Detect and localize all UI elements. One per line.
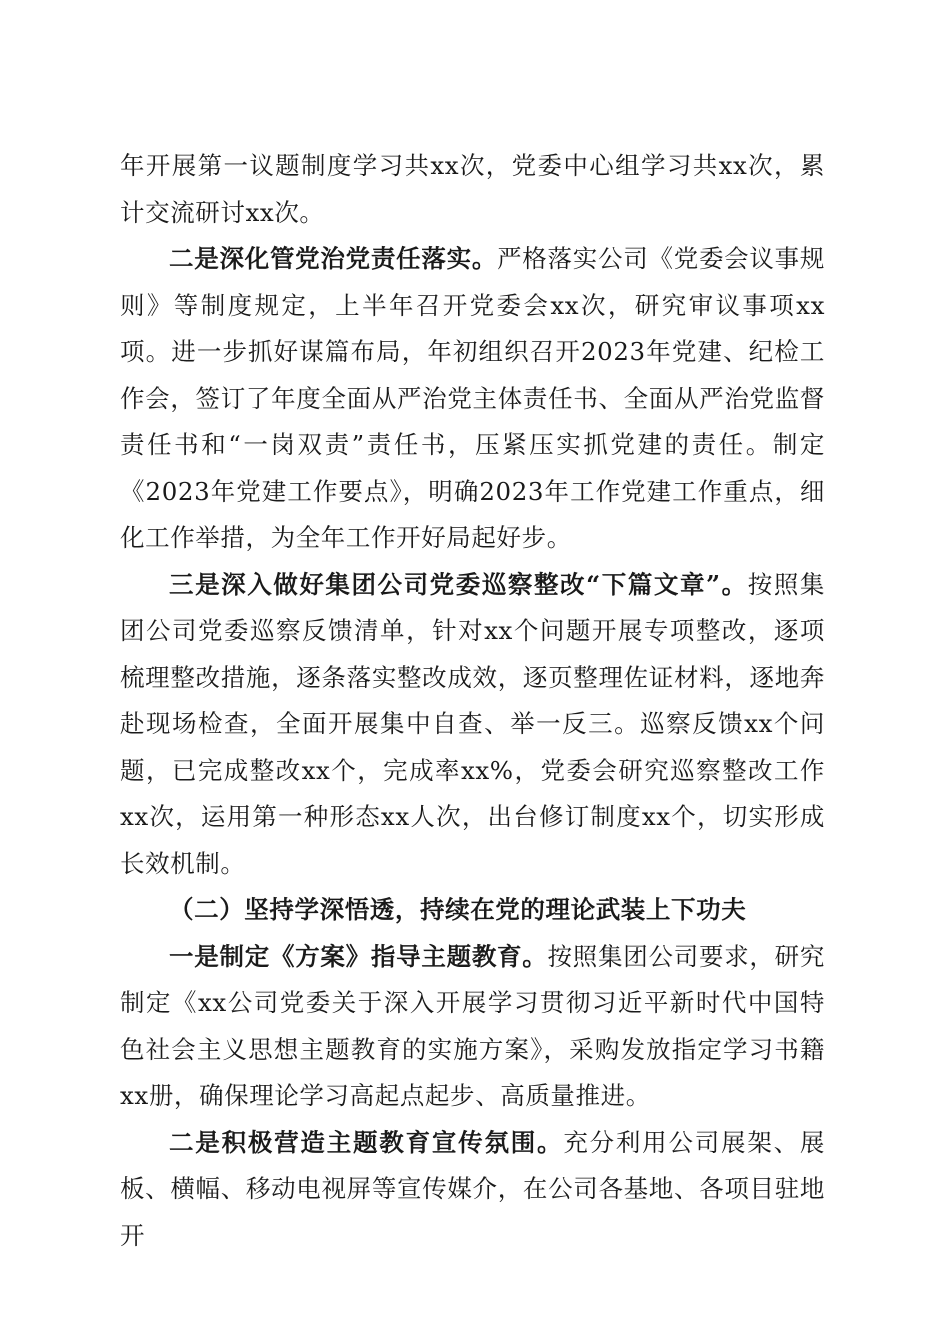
paragraph-text: 充分利用公司展架、展板、横幅、移动电视屏等宣传媒介，在公司各基地、各项目驻地开 (120, 1127, 825, 1250)
paragraph-point-3 (120, 562, 825, 888)
paragraph-point-2 (120, 236, 825, 562)
document-body (120, 143, 825, 1259)
paragraph-lead: 二是积极营造主题教育宣传氛围。 (169, 1127, 564, 1157)
paragraph-section-point-2 (120, 1120, 825, 1260)
paragraph-section-point-1 (120, 934, 825, 1120)
paragraph-text: 严格落实公司《党委会议事规则》等制度规定，上半年召开党委会xx次，研究审议事项xx项。进一步抓好谋篇布局，年初组织召开2023年党建、纪检工作会，签订了年度全面从严治党主体责任书、全面从严治党监督责任书和“一岗双责”责任书，压紧压实抓党建的责任。制定《2023年党建工作要点》，明确2023年工作党建工作重点，细化工作举措，为全年工作开好局起好步。 (120, 244, 825, 552)
paragraph-lead: 一是制定《方案》指导主题教育。 (169, 941, 548, 971)
paragraph-text: 按照集团公司党委巡察反馈清单，针对xx个问题开展专项整改，逐项梳理整改措施，逐条落实整改成效，逐页整理佐证材料，逐地奔赴现场检查，全面开展集中自查、举一反三。巡察反馈xx个问题，已完成整改xx个，完成率xx%，党委会研究巡察整改工作xx次，运用第一种形态xx人次，出台修订制度xx个，切实形成长效机制。 (120, 569, 825, 878)
section-heading: （二）坚持学深悟透，持续在党的理论武装上下功夫 (169, 895, 747, 924)
paragraph-lead: 二是深化管党治党责任落实。 (169, 244, 498, 273)
paragraph-text: 按照集团公司要求，研究制定《xx公司党委关于深入开展学习贯彻习近平新时代中国特色社会主义思想主题教育的实施方案》，采购发放指定学习书籍xx册，确保理论学习高起点起步、高质量推进。 (120, 941, 826, 1110)
paragraph-continuation (120, 143, 825, 236)
paragraph-text: 年开展第一议题制度学习共xx次，党委中心组学习共xx次，累计交流研讨xx次。 (120, 151, 825, 227)
paragraph-lead: 三是深入做好集团公司党委巡察整改“下篇文章”。 (169, 569, 748, 599)
